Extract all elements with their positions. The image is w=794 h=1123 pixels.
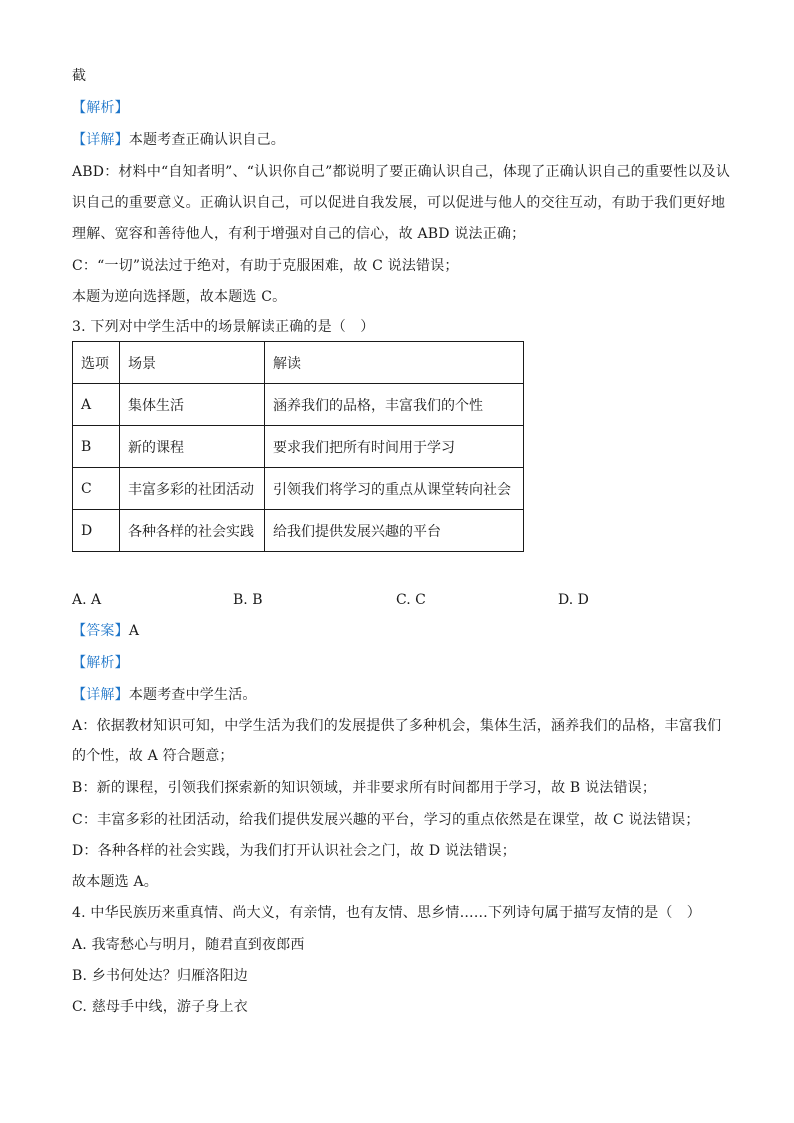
explanation-line: C：丰富多彩的社团活动，给我们提供发展兴趣的平台，学习的重点依然是在课堂，故 C 说法错误；	[72, 812, 700, 828]
table-cell: 涵养我们的品格，丰富我们的个性	[265, 384, 524, 426]
explanation-line: 的个性，故 A 符合题意；	[72, 748, 234, 764]
scenario-table	[72, 341, 524, 552]
table-cell: 集体生活	[120, 384, 265, 426]
question-stem: 3. 下列对中学生活中的场景解读正确的是（ ）	[72, 319, 375, 335]
table-header-cell: 解读	[265, 342, 524, 384]
explanation-line: 故本题选 A。	[72, 874, 158, 890]
detail-tag: 【详解】	[72, 132, 129, 148]
explanation-line: ABD：材料中“自知者明”、“认识你自己”都说明了要正确认识自己，体现了正确认识自己的重要性以及认	[72, 164, 731, 180]
option-c: C. 慈母手中线，游子身上衣	[72, 999, 248, 1015]
option-c: C. C	[396, 592, 426, 608]
table-cell: 新的课程	[120, 426, 265, 468]
table-row	[73, 426, 524, 468]
table-cell: A	[73, 384, 120, 426]
table-row	[73, 384, 524, 426]
explanation-line: 本题为逆向选择题，故本题选 C。	[72, 289, 287, 305]
detail-text: 本题考查中学生活。	[128, 687, 257, 703]
question-stem: 4. 中华民族历来重真情、尚大义，有亲情，也有友情、思乡情……下列诗句属于描写友情的是（ ）	[72, 905, 702, 921]
explanation-line: D：各种各样的社会实践，为我们打开认识社会之门，故 D 说法错误；	[72, 843, 516, 859]
table-row	[73, 510, 524, 552]
table-cell: 引领我们将学习的重点从课堂转向社会	[265, 468, 524, 510]
detail-paragraph	[72, 685, 257, 705]
option-d: D. D	[558, 592, 589, 608]
table-row	[73, 468, 524, 510]
detail-text: 本题考查正确认识自己。	[128, 132, 286, 148]
explanation-line: 识自己的重要意义。正确认识自己，可以促进自我发展，可以促进与他人的交往互动，有助于我们更好地	[72, 195, 726, 211]
table-cell: 给我们提供发展兴趣的平台	[265, 510, 524, 552]
table-cell: 丰富多彩的社团活动	[120, 468, 265, 510]
top-fragment: 截	[72, 68, 87, 84]
table-cell: D	[73, 510, 120, 552]
answer-line	[72, 621, 139, 641]
table-cell: C	[73, 468, 120, 510]
table-cell: 要求我们把所有时间用于学习	[265, 426, 524, 468]
option-a: A. 我寄愁心与明月，随君直到夜郎西	[72, 937, 305, 953]
detail-tag: 【详解】	[72, 687, 129, 703]
explanation-line: 理解、宽容和善待他人，有利于增强对自己的信心，故 ABD 说法正确；	[72, 226, 526, 242]
table-header-cell: 选项	[73, 342, 120, 384]
option-b: B. 乡书何处达？归雁洛阳边	[72, 968, 248, 984]
answer-value: A	[128, 623, 140, 639]
explanation-line: C：“一切”说法过于绝对，有助于克服困难，故 C 说法错误；	[72, 258, 459, 274]
analysis-tag: 【解析】	[72, 100, 129, 116]
table-cell: 各种各样的社会实践	[120, 510, 265, 552]
answer-tag: 【答案】	[72, 623, 129, 639]
explanation-line: B：新的课程，引领我们探索新的知识领域，并非要求所有时间都用于学习，故 B 说法错误；	[72, 780, 657, 796]
detail-paragraph	[72, 130, 285, 150]
table-header-row	[73, 342, 524, 384]
option-a: A. A	[72, 592, 102, 608]
explanation-line: A：依据教材知识可知，中学生活为我们的发展提供了多种机会，集体生活，涵养我们的品格，丰富我们	[72, 718, 722, 734]
table-header-cell: 场景	[120, 342, 265, 384]
analysis-tag: 【解析】	[72, 655, 129, 671]
option-b: B. B	[233, 592, 263, 608]
table-cell: B	[73, 426, 120, 468]
